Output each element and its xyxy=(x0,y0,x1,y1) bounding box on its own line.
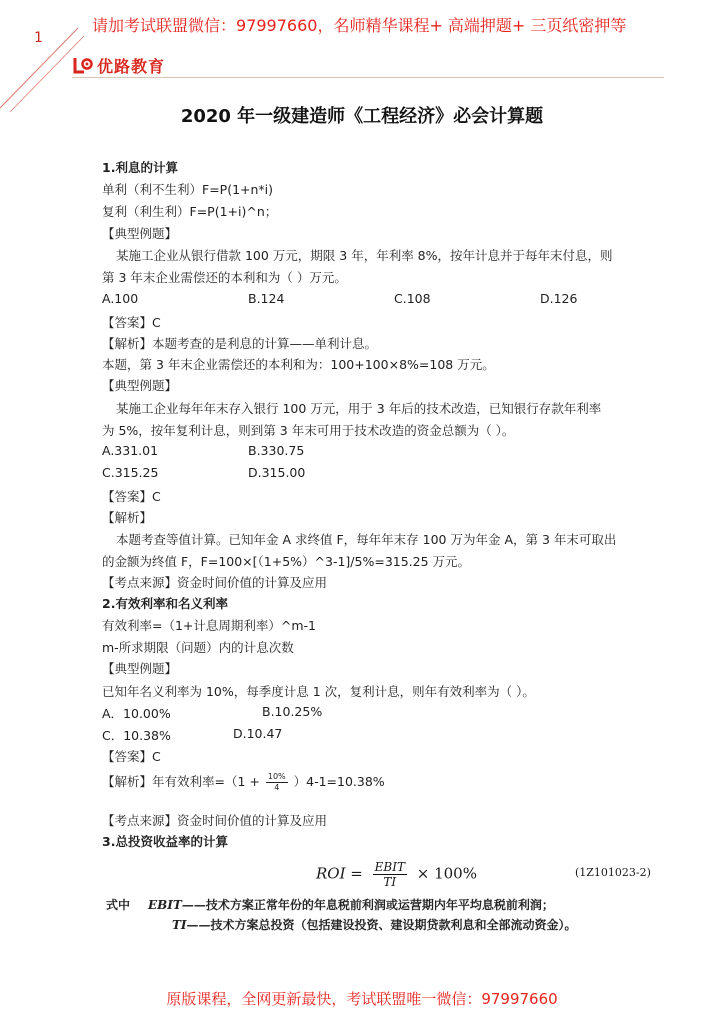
analysis-prefix: 【解析】年有效利率=（1 + xyxy=(102,774,260,789)
formula-line: 复利（利生利）F=P(1+i)^n； xyxy=(102,204,278,219)
roi-formula xyxy=(316,860,477,889)
answer: 【答案】C xyxy=(102,489,161,504)
analysis: 本题，第 3 年末企业需偿还的本利和为：100+100×8%=108 万元。 xyxy=(102,357,495,372)
section-heading: 1.利息的计算 xyxy=(102,160,178,175)
analysis-suffix: ）4-1=10.38% xyxy=(293,774,385,789)
where-label: 式中 xyxy=(106,898,131,912)
analysis: 的金额为终值 F，F=100×[（1+5%）^3-1]/5%=315.25 万元。 xyxy=(102,554,471,569)
definition: m-所求期限（问题）内的计息次数 xyxy=(102,640,294,655)
option: A.331.01 xyxy=(102,443,159,458)
source: 【考点来源】资金时间价值的计算及应用 xyxy=(102,813,328,828)
option: C.108 xyxy=(394,291,431,306)
option: D.10.47 xyxy=(233,726,283,741)
formula-line: 有效利率=（1+计息周期利率）^m-1 xyxy=(102,618,317,633)
option: B.10.25% xyxy=(262,704,323,719)
example-label: 【典型例题】 xyxy=(102,661,178,676)
logo-mark-icon xyxy=(72,56,94,76)
ebit-text: ——技术方案正常年份的年息税前利润或运营期内年平均息税前利润； xyxy=(181,898,554,912)
analysis: 本题考查等值计算。已知年金 A 求终值 F，每年年末存 100 万为年金 A，第 3 年末可取出 xyxy=(116,532,617,547)
option: C.315.25 xyxy=(102,465,159,480)
answer: 【答案】C xyxy=(102,749,161,764)
logo-text: 优路教育 xyxy=(97,57,166,76)
analysis: 【解析】本题考查的是利息的计算——单利计息。 xyxy=(102,336,378,351)
roi-numerator: EBIT xyxy=(374,860,405,874)
equation-number: (1Z101023-2) xyxy=(575,866,651,879)
roi-denominator: TI xyxy=(383,875,397,889)
analysis-formula xyxy=(102,772,385,793)
question-text: 某施工企业从银行借款 100 万元，期限 3 年，年利率 8%，按年计息并于每年末付息，则 xyxy=(116,248,613,263)
option: A．10.00% xyxy=(102,706,171,721)
option: D.315.00 xyxy=(248,465,306,480)
section-heading: 3.总投资收益率的计算 xyxy=(102,834,228,849)
ebit-definition xyxy=(148,896,554,913)
ti-definition xyxy=(172,916,577,933)
question-text: 第 3 年末企业需偿还的本利和为（ ）万元。 xyxy=(102,270,347,285)
question-text: 已知年名义利率为 10%，每季度计息 1 次，复利计息，则年有效利率为（ ）。 xyxy=(102,684,535,699)
roi-tail: × 100% xyxy=(416,864,477,883)
answer: 【答案】C xyxy=(102,315,161,330)
source: 【考点来源】资金时间价值的计算及应用 xyxy=(102,575,328,590)
option: B.124 xyxy=(248,291,285,306)
page-title: 2020 年一级建造师《工程经济》必会计算题 xyxy=(180,106,544,127)
analysis-label: 【解析】 xyxy=(102,510,153,525)
question-text: 某施工企业每年年末存入银行 100 万元，用于 3 年后的技术改造，已知银行存款年利率 xyxy=(116,401,602,416)
roi-lhs: ROI = xyxy=(316,864,363,883)
ti-text: ——技术方案总投资（包括建设投资、建设期贷款利息和全部流动资金）。 xyxy=(186,918,577,932)
header-divider xyxy=(72,77,664,78)
question-text: 为 5%，按年复利计息，则到第 3 年末可用于技术改造的资金总额为（ ）。 xyxy=(102,423,515,438)
example-label: 【典型例题】 xyxy=(102,226,178,241)
fraction xyxy=(266,772,288,793)
option: A.100 xyxy=(102,291,139,306)
formula-line: 单利（利不生利）F=P(1+n*i) xyxy=(102,182,274,197)
option: D.126 xyxy=(540,291,578,306)
footer-banner: 原版课程，全网更新最快，考试联盟唯一微信：97997660 xyxy=(166,990,558,1008)
brand-logo xyxy=(72,54,165,77)
fraction-denominator: 4 xyxy=(274,783,280,792)
promo-banner: 请加考试联盟微信：97997660，名师精华课程+ 高端押题+ 三页纸密押等 xyxy=(92,16,627,35)
option: C．10.38% xyxy=(102,728,171,743)
option: B.330.75 xyxy=(248,443,305,458)
roi-fraction xyxy=(373,860,407,889)
ti-symbol: TI xyxy=(172,918,187,932)
section-heading: 2.有效利率和名义利率 xyxy=(102,596,228,611)
ebit-symbol: EBIT xyxy=(148,898,182,912)
example-label: 【典型例题】 xyxy=(102,378,178,393)
fraction-numerator: 10% xyxy=(267,772,286,781)
page-number: 1 xyxy=(34,30,43,46)
